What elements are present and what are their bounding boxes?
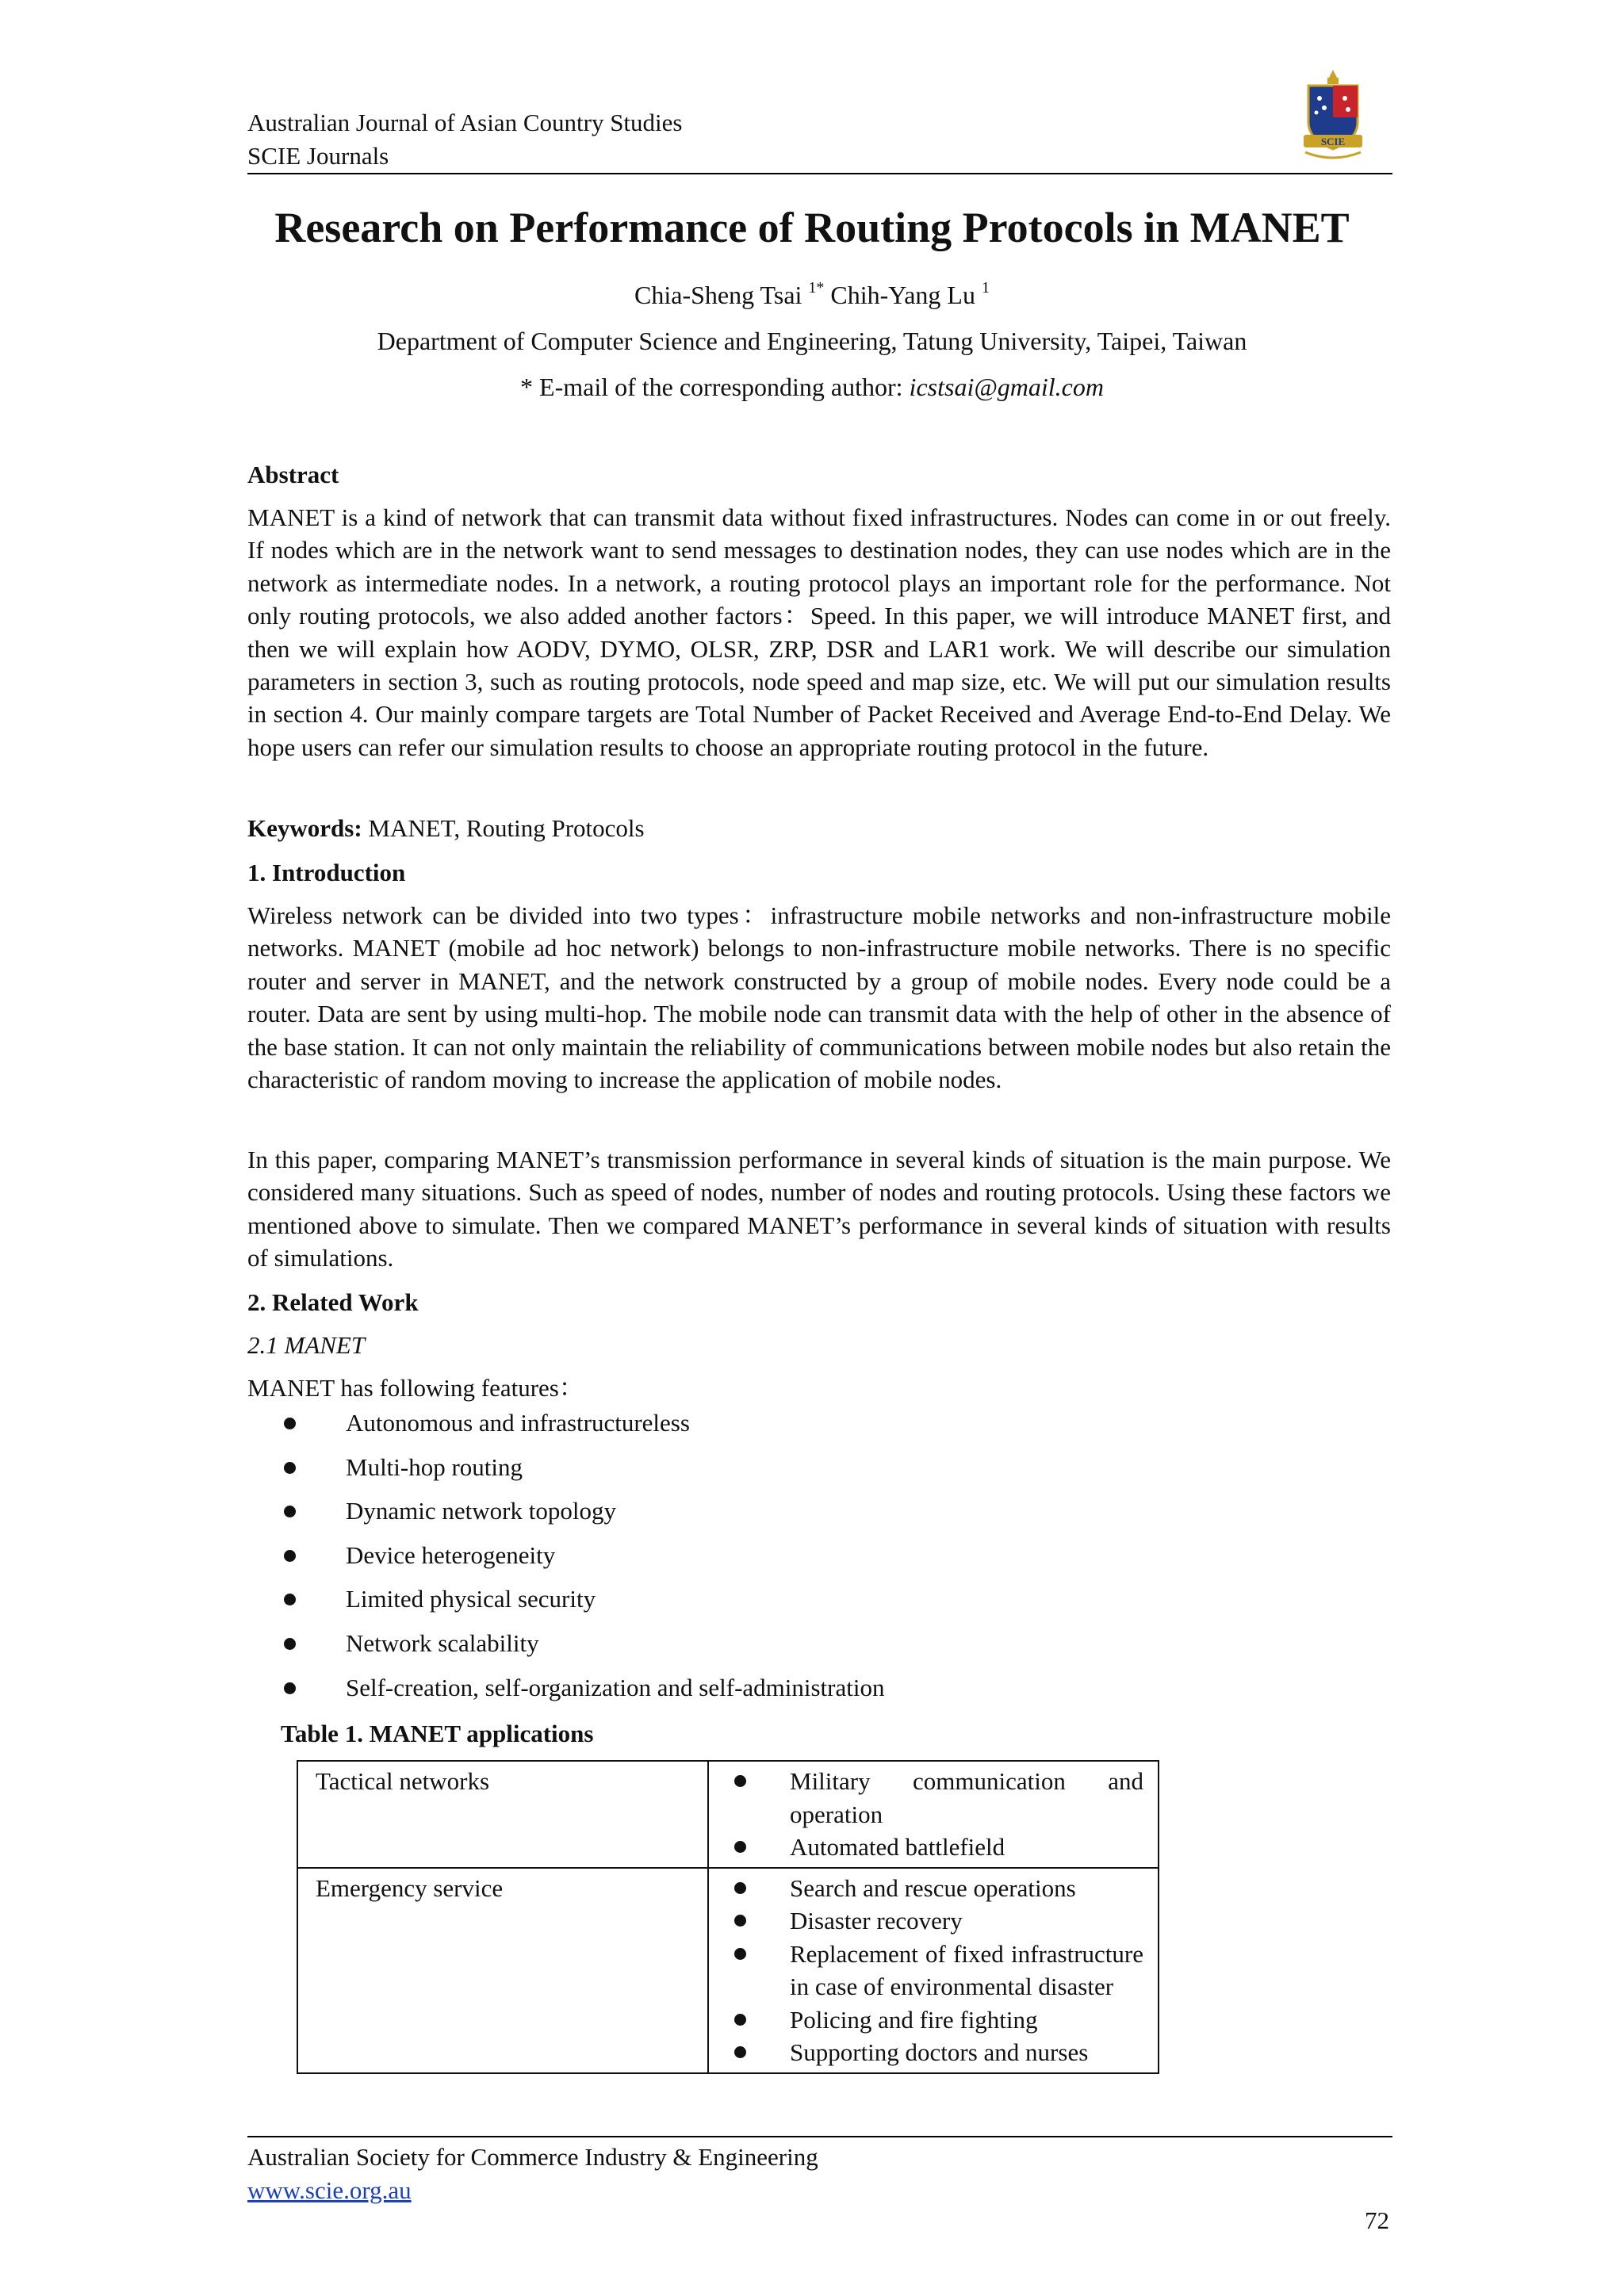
list-item: Military communication and operation bbox=[709, 1765, 1143, 1831]
table-cell-category: Tactical networks bbox=[297, 1761, 708, 1868]
features-lead: MANET has following features： bbox=[247, 1374, 584, 1402]
author-2: Chih-Yang Lu bbox=[830, 281, 975, 309]
running-footer bbox=[247, 2141, 818, 2207]
list-item: Disaster recovery bbox=[709, 1904, 1143, 1938]
header-rule bbox=[247, 173, 1392, 174]
author-1: Chia-Sheng Tsai bbox=[634, 281, 802, 309]
intro-paragraph-1: Wireless network can be divided into two types：infrastructure mobile networks and non-infrastructure mobile networks. MANET (mobile ad hoc network) belongs to non-infrastructure mobile networks. There is no specific router and server in MANET, and the network constructed by a group of mobile nodes. Every node could be a router. Data are sent by using multi-hop. The mobile node can transmit data with the help of other in the absence of the base station. It can not only maintain the reliability of communications between mobile nodes but also retain the characteristic of random moving to increase the application of mobile nodes. bbox=[247, 901, 1391, 1094]
journal-name: Australian Journal of Asian Country Studies bbox=[247, 109, 683, 136]
running-header bbox=[247, 106, 682, 173]
bullet-icon bbox=[284, 1462, 296, 1474]
society-name: Australian Society for Commerce Industry & Engineering bbox=[247, 2143, 818, 2171]
bullet-icon bbox=[734, 2014, 746, 2026]
list-item: Policing and fire fighting bbox=[709, 2003, 1143, 2037]
bullet-icon bbox=[284, 1418, 296, 1429]
list-item: Self-creation, self-organization and self-administration bbox=[247, 1671, 884, 1716]
author-1-affiliation-mark: 1* bbox=[808, 279, 825, 297]
bullet-icon bbox=[284, 1550, 296, 1562]
section-heading-introduction: 1. Introduction bbox=[247, 859, 406, 886]
logo-lettering: SCIE bbox=[1320, 136, 1346, 147]
list-item: Multi-hop routing bbox=[247, 1451, 884, 1495]
bullet-icon bbox=[734, 1841, 746, 1853]
bullet-icon bbox=[284, 1506, 296, 1517]
table-row bbox=[297, 1868, 1159, 2073]
list-item: Dynamic network topology bbox=[247, 1494, 884, 1539]
list-item: Device heterogeneity bbox=[247, 1539, 884, 1583]
feature-list bbox=[247, 1406, 884, 1715]
bullet-icon bbox=[734, 1948, 746, 1960]
subsection-heading-manet: 2.1 MANET bbox=[247, 1331, 366, 1359]
keywords-label: Keywords: bbox=[247, 814, 362, 842]
email-address: icstsai@gmail.com bbox=[909, 373, 1104, 401]
section-heading-related-work: 2. Related Work bbox=[247, 1288, 419, 1316]
author-line bbox=[0, 277, 1624, 312]
list-item: Replacement of fixed infrastructure in case of environmental disaster bbox=[709, 1938, 1143, 2003]
email-label: * E-mail of the corresponding author: bbox=[520, 373, 903, 401]
journal-series: SCIE Journals bbox=[247, 142, 389, 170]
applications-table bbox=[297, 1760, 1159, 2074]
table-row bbox=[297, 1761, 1159, 1868]
bullet-icon bbox=[284, 1594, 296, 1605]
bullet-icon bbox=[734, 1915, 746, 1927]
table-cell-items bbox=[708, 1868, 1159, 2073]
bullet-icon bbox=[734, 1775, 746, 1787]
page-number: 72 bbox=[1365, 2206, 1389, 2234]
list-item: Automated battlefield bbox=[709, 1831, 1143, 1864]
paper-title: Research on Performance of Routing Protocols in MANET bbox=[274, 204, 1350, 251]
society-website-link[interactable]: www.scie.org.au bbox=[247, 2176, 412, 2204]
keywords bbox=[247, 812, 1391, 844]
scie-crest-logo bbox=[1297, 67, 1369, 165]
table-caption: Table 1. MANET applications bbox=[281, 1720, 594, 1747]
list-item: Supporting doctors and nurses bbox=[709, 2036, 1143, 2069]
application-list bbox=[709, 1765, 1143, 1864]
bullet-icon bbox=[734, 2046, 746, 2058]
author-2-affiliation-mark: 1 bbox=[981, 279, 990, 297]
list-item: Network scalability bbox=[247, 1627, 884, 1671]
bullet-icon bbox=[734, 1882, 746, 1894]
table-cell-category: Emergency service bbox=[297, 1868, 708, 2073]
abstract-text: MANET is a kind of network that can transmit data without fixed infrastructures. Nodes can come in or out freely. If nodes which are in the network want to send messages to destination nodes, they can use nodes which are in the network as intermediate nodes. In a network, a routing protocol plays an important role for the performance. Not only routing protocols, we also added another factors：Speed. In this paper, we will introduce MANET first, and then we will explain how AODV, DYMO, OLSR, ZRP, DSR and LAR1 work. We will describe our simulation parameters in section 3, such as routing protocols, node speed and map size, etc. We will put our simulation results in section 4. Our mainly compare targets are Total Number of Packet Received and Average End-to-End Delay. We hope users can refer our simulation results to choose an appropriate routing protocol in the future. bbox=[247, 503, 1391, 761]
affiliation: Department of Computer Science and Engineering, Tatung University, Taipei, Taiwan bbox=[377, 327, 1247, 355]
keywords-text: MANET, Routing Protocols bbox=[368, 814, 645, 842]
list-item: Search and rescue operations bbox=[709, 1872, 1143, 1905]
list-item: Autonomous and infrastructureless bbox=[247, 1406, 884, 1451]
table-cell-items bbox=[708, 1761, 1159, 1868]
application-list bbox=[709, 1872, 1143, 2069]
bullet-icon bbox=[284, 1682, 296, 1694]
abstract-heading: Abstract bbox=[247, 461, 339, 488]
list-item: Limited physical security bbox=[247, 1582, 884, 1627]
footer-rule bbox=[247, 2136, 1392, 2137]
intro-paragraph-2: In this paper, comparing MANET’s transmission performance in several kinds of situation is the main purpose. We considered many situations. Such as speed of nodes, number of nodes and routing protocols. Using these factors we mentioned above to simulate. Then we compared MANET’s performance in several kinds of situation with results of simulations. bbox=[247, 1146, 1391, 1272]
corresponding-email bbox=[0, 369, 1624, 404]
bullet-icon bbox=[284, 1638, 296, 1650]
